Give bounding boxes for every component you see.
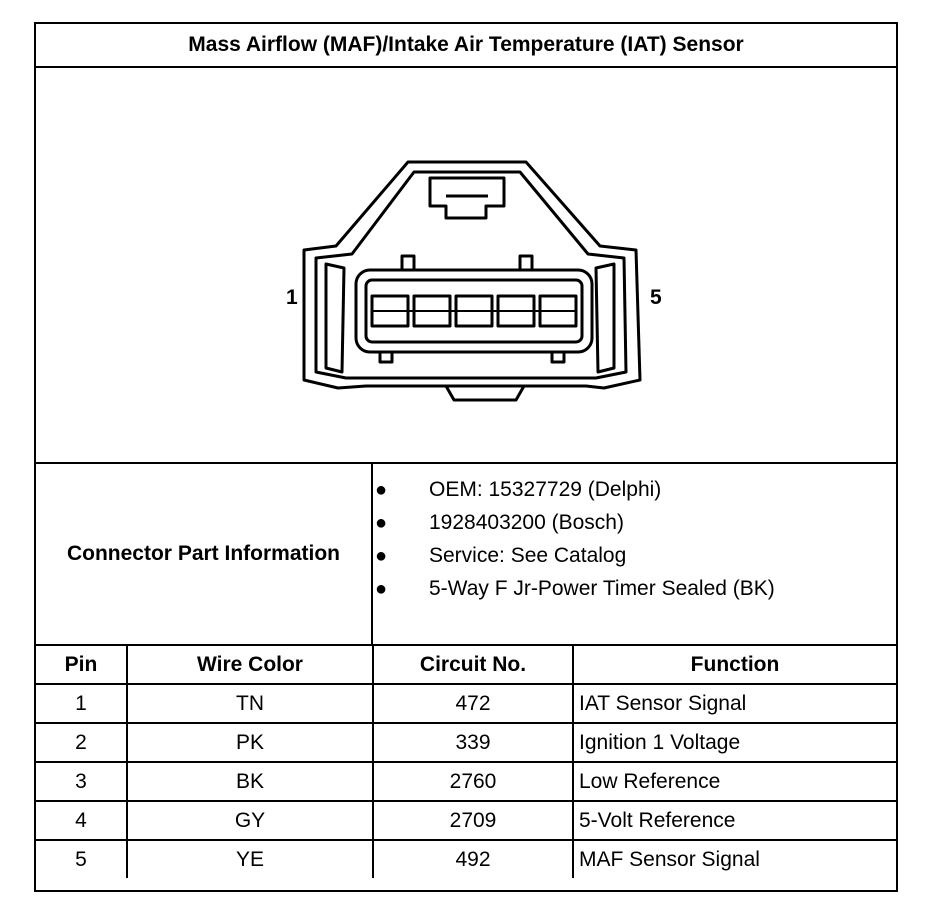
cell-pin: 2	[36, 723, 127, 762]
cell-circuit-no: 472	[373, 684, 573, 723]
cell-wire-color: TN	[127, 684, 373, 723]
connector-tab-right	[596, 264, 614, 372]
connector-info-label: Connector Part Information	[36, 464, 373, 644]
connector-tab-left	[326, 264, 344, 372]
pinout-table	[36, 646, 896, 878]
cell-wire-color: YE	[127, 840, 373, 878]
header-circuit-no: Circuit No.	[373, 646, 573, 684]
table-row	[36, 723, 896, 762]
connector-latch	[430, 178, 504, 218]
connector-housing-inner	[316, 172, 626, 378]
connector-figure	[36, 68, 896, 464]
list-item: ● 5-Way F Jr-Power Timer Sealed (BK)	[429, 577, 775, 610]
table-row	[36, 801, 896, 840]
list-item: ● OEM: 15327729 (Delphi)	[429, 478, 775, 511]
cell-circuit-no: 492	[373, 840, 573, 878]
connector-tab-bottom	[446, 386, 524, 400]
list-item: ● Service: See Catalog	[429, 544, 775, 577]
cell-function: 5-Volt Reference	[573, 801, 896, 840]
table-row	[36, 762, 896, 801]
cell-function: Ignition 1 Voltage	[573, 723, 896, 762]
header-pin: Pin	[36, 646, 127, 684]
table-row	[36, 840, 896, 878]
connector-drawing	[36, 68, 896, 462]
bullet-icon: ●	[374, 512, 388, 534]
pin-1-label: 1	[286, 286, 298, 309]
header-function: Function	[573, 646, 896, 684]
cell-function: MAF Sensor Signal	[573, 840, 896, 878]
cell-function: Low Reference	[573, 762, 896, 801]
table-row	[36, 684, 896, 723]
page-title: Mass Airflow (MAF)/Intake Air Temperature (IAT) Sensor	[36, 24, 896, 68]
cell-wire-color: BK	[127, 762, 373, 801]
cell-circuit-no: 2709	[373, 801, 573, 840]
pin-5-label: 5	[650, 286, 662, 309]
connector-info-list	[373, 464, 896, 644]
bullet-icon: ●	[374, 578, 388, 600]
cell-pin: 4	[36, 801, 127, 840]
cell-wire-color: GY	[127, 801, 373, 840]
cell-function: IAT Sensor Signal	[573, 684, 896, 723]
connector-sheet	[34, 22, 898, 892]
table-header-row	[36, 646, 896, 684]
bullet-icon: ●	[374, 545, 388, 567]
bullet-icon: ●	[374, 479, 388, 501]
cell-circuit-no: 339	[373, 723, 573, 762]
cell-circuit-no: 2760	[373, 762, 573, 801]
header-wire-color: Wire Color	[127, 646, 373, 684]
list-item: ● 1928403200 (Bosch)	[429, 511, 775, 544]
cell-wire-color: PK	[127, 723, 373, 762]
cell-pin: 1	[36, 684, 127, 723]
cell-pin: 3	[36, 762, 127, 801]
connector-info-section	[36, 464, 896, 646]
cell-pin: 5	[36, 840, 127, 878]
